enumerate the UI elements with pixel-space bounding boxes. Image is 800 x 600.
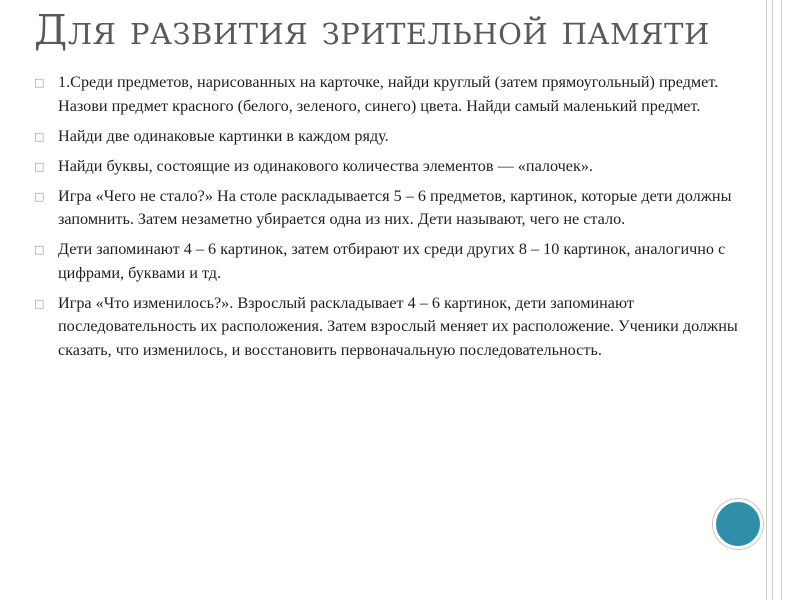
bullet-text: Игра «Что изменилось?». Взрослый раскладывает 4 – 6 картинок, дети запоминают последовательность их расположения. Затем взрослый меняет их расположение. Ученики должны сказать, что изменилось, и восстановить первоначальную последовательность. — [58, 293, 738, 359]
decorative-rule — [772, 0, 773, 600]
bullet-item — [34, 125, 766, 149]
bullet-text: Дети запоминают 4 – 6 картинок, затем отбирают их среди других 8 – 10 картинок, аналогично с цифрами, буквами и тд. — [58, 240, 726, 282]
decorative-rule — [766, 0, 767, 600]
decorative-rule — [781, 0, 782, 600]
bullet-text: 1.Среди предметов, нарисованных на карточке, найди круглый (затем прямоугольный) предмет. Назови предмет красного (белого, зеленого, синего) цвета. Найди самый маленький предмет. — [58, 73, 719, 115]
bullet-square-icon: □ — [34, 243, 45, 256]
circle-decoration-icon — [713, 499, 763, 549]
bullet-text: Найди буквы, состоящие из одинакового количества элементов — «палочек». — [58, 156, 593, 175]
bullet-item — [34, 185, 766, 232]
bullet-item — [34, 155, 766, 179]
bullet-text: Игра «Чего не стало?» На столе раскладывается 5 – 6 предметов, картинок, которые дети должны запомнить. Затем незаметно убирается одна из них. Дети называют, чего не стало. — [58, 186, 732, 228]
bullet-square-icon: □ — [34, 189, 45, 203]
bullet-item — [34, 292, 766, 363]
bullet-square-icon: □ — [34, 129, 45, 143]
slide-title: Для развития зрительной памяти — [34, 6, 710, 54]
bullet-item — [34, 71, 766, 118]
bullet-text: Найди две одинаковые картинки в каждом ряду. — [58, 126, 389, 145]
bullet-square-icon: □ — [34, 76, 45, 89]
bullet-item — [34, 238, 766, 285]
bullet-list — [34, 71, 766, 369]
bullet-square-icon: □ — [34, 159, 45, 173]
bullet-square-icon: □ — [34, 296, 45, 310]
